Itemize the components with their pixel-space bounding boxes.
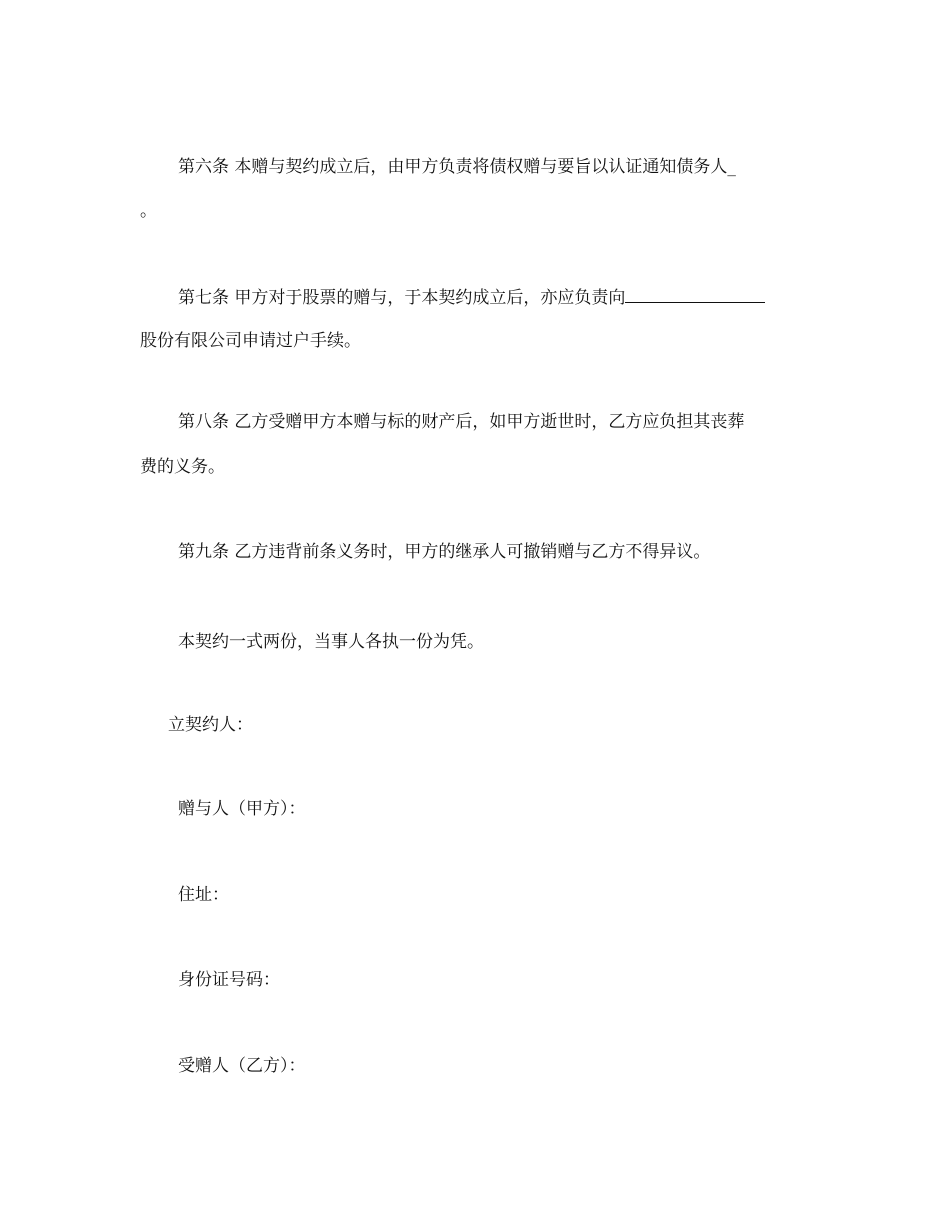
article-8-line-2: 费的义务。 [140,457,225,477]
donor-label: 赠与人（甲方）： [178,799,306,819]
article-7-blank [625,284,765,303]
address-label: 住址： [178,885,229,905]
id-number-label: 身份证号码： [178,970,280,990]
article-7-line-1 [178,284,765,310]
article-7-line-2: 股份有限公司申请过户手续。 [140,331,361,351]
signatories-label: 立契约人： [168,715,253,735]
article-9: 第九条 乙方违背前条义务时，甲方的继承人可撤销赠与乙方不得异议。 [178,542,711,562]
copies-clause: 本契约一式两份，当事人各执一份为凭。 [178,632,484,652]
article-6-line-1: 第六条 本赠与契约成立后，由甲方负责将债权赠与要旨以认证通知债务人_ [178,157,736,177]
article-6-line-2: 。 [140,201,157,221]
donee-label: 受赠人（乙方）： [178,1056,306,1076]
article-8-line-1: 第八条 乙方受赠甲方本赠与标的财产后，如甲方逝世时，乙方应负担其丧葬 [178,412,745,432]
article-7-line-1-text: 第七条 甲方对于股票的赠与，于本契约成立后，亦应负责向 [178,288,626,308]
